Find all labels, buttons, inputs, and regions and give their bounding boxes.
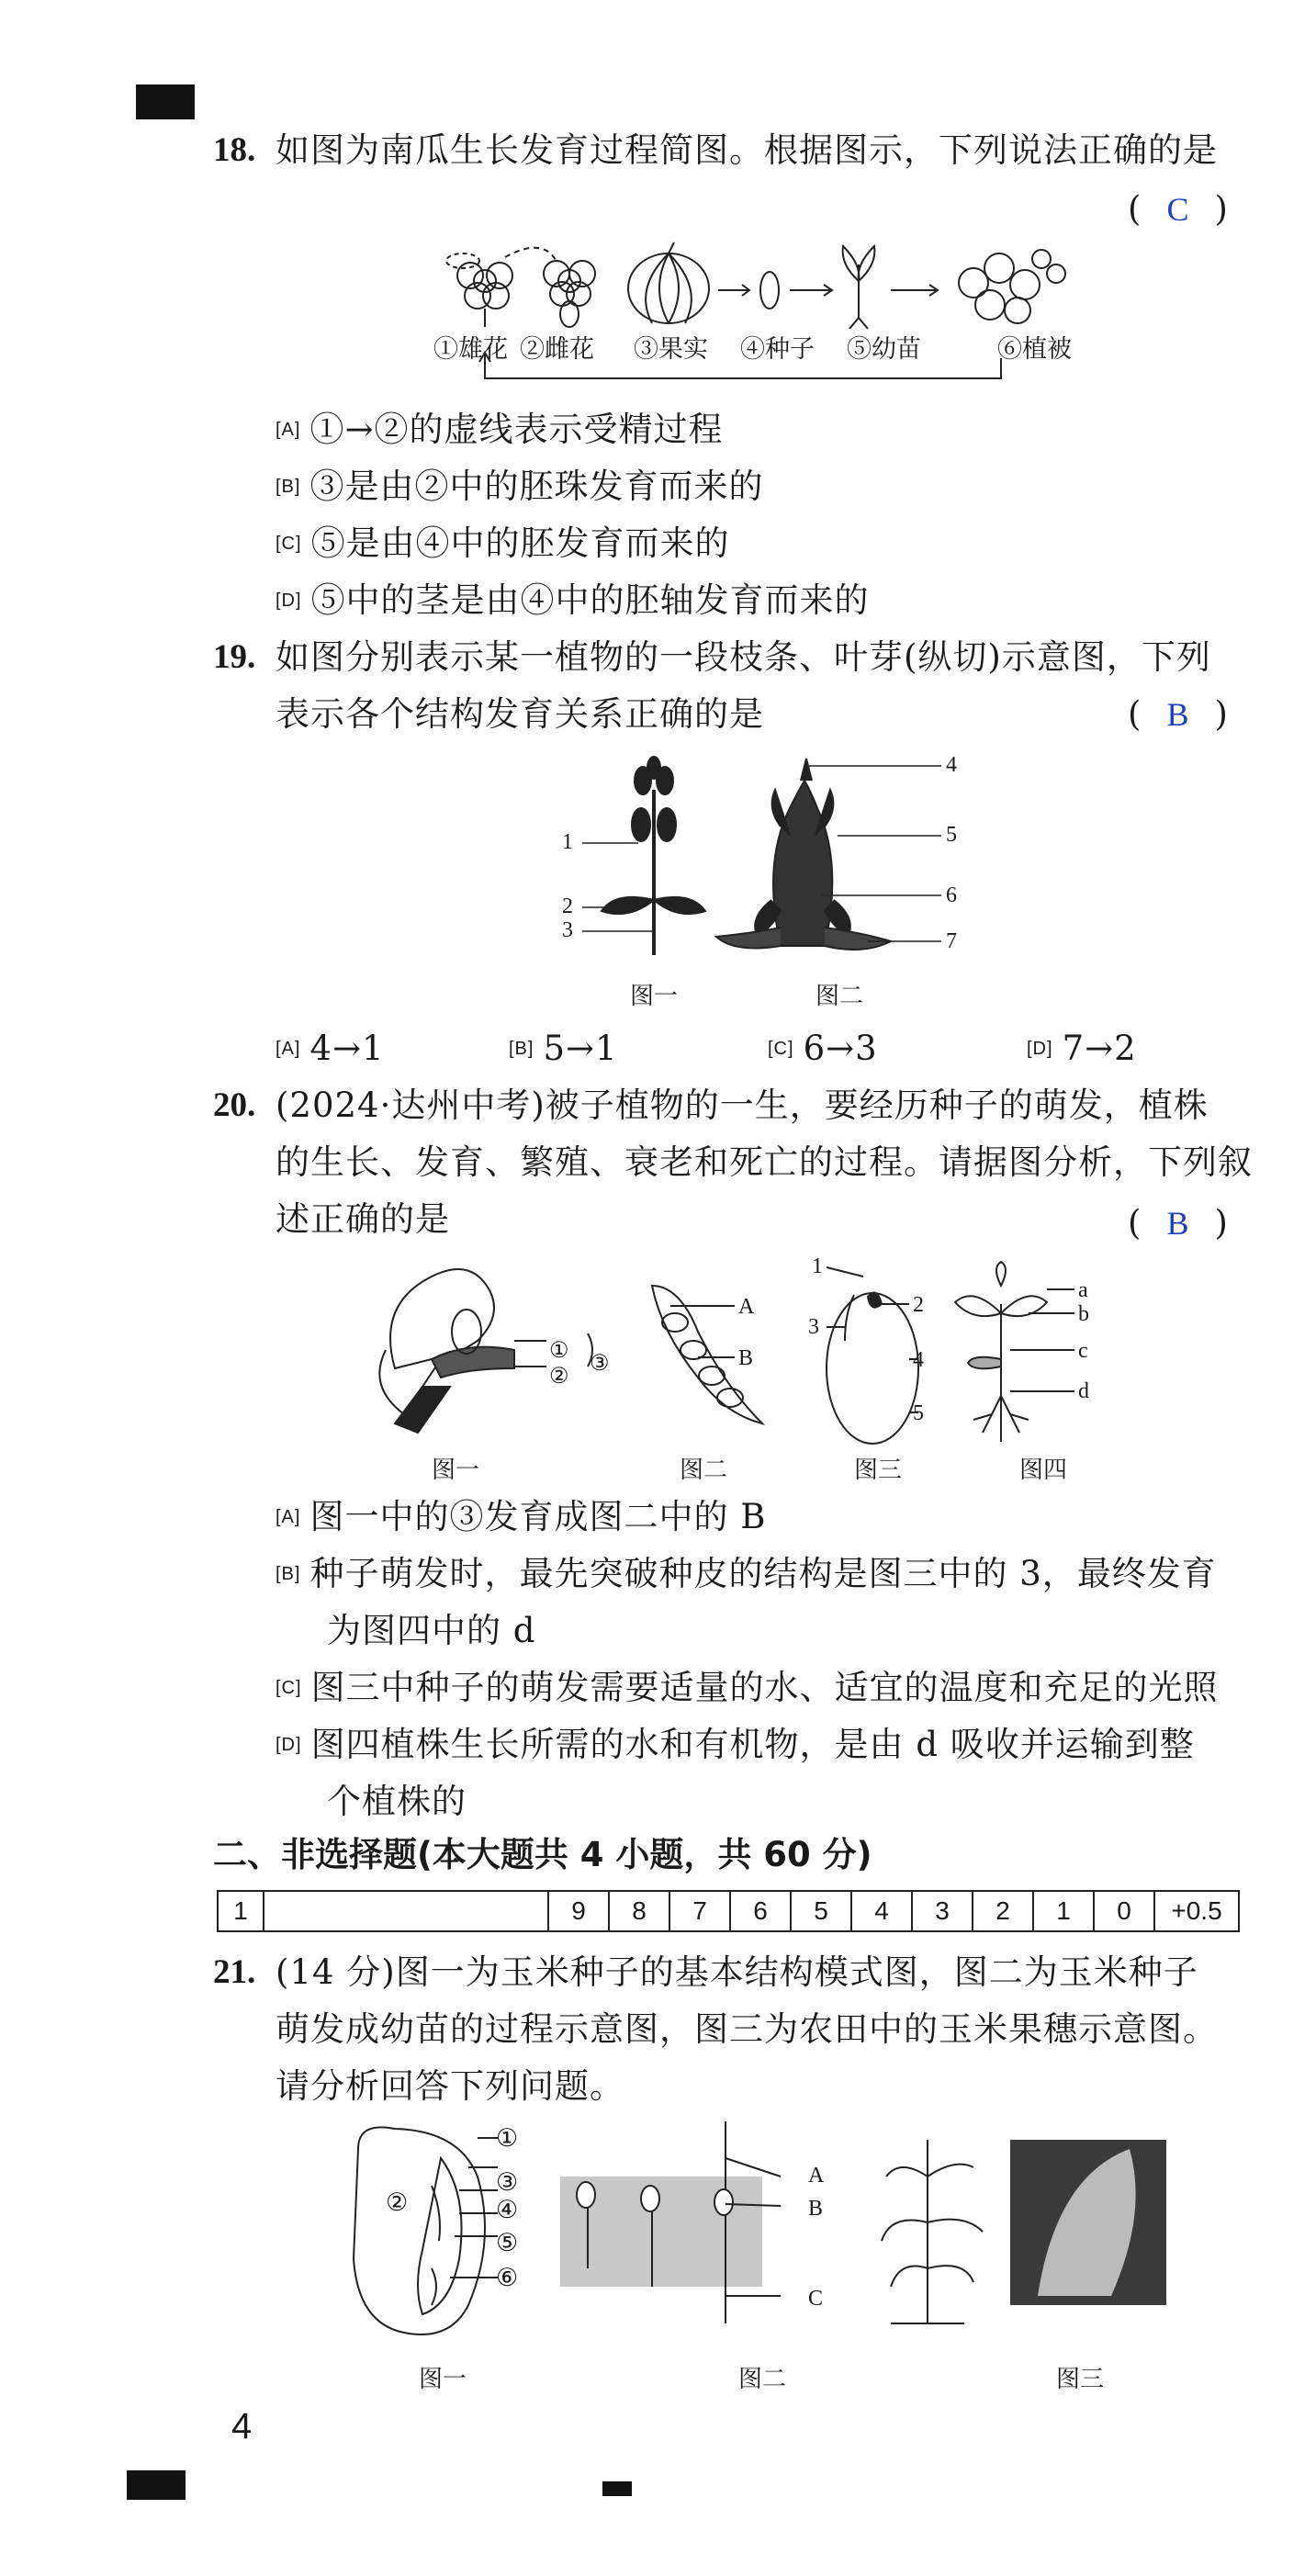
q20-caption-4: 图四: [1019, 1457, 1068, 1484]
q19-caption-2: 图二: [815, 983, 864, 1010]
seed-label-2: 2: [913, 1293, 924, 1317]
seedling-label-c: C: [808, 2287, 824, 2311]
seed-label-1: 1: [812, 1254, 823, 1278]
plant-label-d: d: [1078, 1379, 1089, 1403]
plant-lifecycle-figure: [367, 1249, 1175, 1451]
pumpkin-label-4: ④种子: [740, 335, 815, 364]
q19-option-c[interactable]: [C] 6→3: [768, 1029, 878, 1068]
q20-caption-2: 图二: [680, 1457, 728, 1484]
question-19-answer: ( B ): [1128, 694, 1228, 734]
q20-option-d-cont: 个植株的: [327, 1782, 467, 1821]
seed-label-5: 5: [913, 1401, 924, 1425]
q18-option-c[interactable]: [C] ⑤是由④中的胚发育而来的: [276, 523, 730, 563]
q18-option-b[interactable]: [B] ③是由②中的胚珠发育而来的: [276, 467, 764, 506]
score-table: [217, 1890, 1240, 1932]
bud-label-4: 4: [946, 753, 957, 777]
score-cell[interactable]: 4: [852, 1892, 913, 1930]
question-21-line3: 请分析回答下列问题。: [276, 2066, 624, 2106]
answer-value: B: [1166, 1205, 1189, 1242]
bud-label-7: 7: [946, 929, 957, 953]
question-18-text: 如图为南瓜生长发育过程简图。根据图示，下列说法正确的是: [276, 130, 1218, 170]
branch-and-bud-figure: [551, 753, 992, 964]
question-20-number: 20.: [213, 1086, 256, 1124]
score-cell-blank[interactable]: [264, 1892, 549, 1930]
question-20-line3: 述正确的是: [276, 1199, 450, 1239]
q18-option-d[interactable]: [D] ⑤中的茎是由④中的胚轴发育而来的: [276, 580, 870, 620]
q20-caption-3: 图三: [854, 1457, 903, 1484]
q20-caption-1: 图一: [432, 1457, 480, 1484]
score-cell[interactable]: 6: [731, 1892, 792, 1930]
plant-label-a: a: [1078, 1278, 1088, 1302]
page-number: 4: [231, 2406, 253, 2447]
q20-option-b[interactable]: [B] 种子萌发时，最先突破种皮的结构是图三中的 3，最终发育: [276, 1554, 1217, 1593]
pumpkin-label-3: ③果实: [634, 335, 708, 364]
question-20-line1: (2024·达州中考)被子植物的一生，要经历种子的萌发，植株: [276, 1086, 1209, 1125]
branch-label-3: 3: [562, 918, 573, 942]
question-21-line2: 萌发成幼苗的过程示意图，图三为农田中的玉米果穗示意图。: [276, 2009, 1218, 2049]
corner-mark-bottom-left: [127, 2470, 186, 2500]
corner-mark-top: [136, 84, 195, 119]
q20-option-a[interactable]: [A] 图一中的③发育成图二中的 B: [276, 1497, 767, 1536]
q19-option-b[interactable]: [B] 5→1: [509, 1029, 618, 1068]
pumpkin-label-6: ⑥植被: [997, 335, 1072, 364]
seed-label-3: 3: [808, 1315, 819, 1339]
question-19-line1: 如图分别表示某一植物的一段枝条、叶芽(纵切)示意图，下列: [276, 637, 1211, 677]
q20-option-b-cont: 为图四中的 d: [327, 1611, 536, 1650]
pod-label-b: B: [738, 1346, 754, 1370]
score-cell[interactable]: 9: [549, 1892, 610, 1930]
question-18-number: 18.: [213, 131, 256, 169]
score-cell[interactable]: 1: [219, 1892, 264, 1930]
q19-option-d[interactable]: [D] 7→2: [1027, 1029, 1137, 1068]
q21-caption-2: 图二: [738, 2366, 787, 2393]
q20-option-c[interactable]: [C] 图三中种子的萌发需要适量的水、适宜的温度和充足的光照: [276, 1668, 1219, 1707]
pumpkin-label-5: ⑤幼苗: [847, 335, 921, 364]
question-20-line2: 的生长、发育、繁殖、衰老和死亡的过程。请据图分析，下列叙: [276, 1142, 1253, 1182]
score-cell[interactable]: 3: [913, 1892, 973, 1930]
pumpkin-lifecycle-figure: [422, 237, 1111, 402]
flower-label-3: ③: [590, 1352, 610, 1376]
q19-caption-1: 图一: [630, 983, 679, 1010]
plant-label-b: b: [1078, 1302, 1089, 1326]
score-cell[interactable]: 8: [610, 1892, 670, 1930]
pod-label-a: A: [738, 1295, 755, 1319]
plant-label-c: c: [1078, 1339, 1088, 1363]
bud-label-6: 6: [946, 883, 957, 907]
seed-label-4: ④: [496, 2196, 519, 2224]
q18-option-a[interactable]: [A] ①→②的虚线表示受精过程: [276, 410, 724, 449]
score-cell[interactable]: 7: [670, 1892, 731, 1930]
score-cell[interactable]: 1: [1034, 1892, 1095, 1930]
branch-label-1: 1: [562, 830, 573, 854]
question-20-answer: ( B ): [1128, 1203, 1228, 1243]
corn-figure: [340, 2121, 1185, 2351]
score-cell[interactable]: 5: [792, 1892, 852, 1930]
seed-label-1: ①: [496, 2124, 519, 2153]
pumpkin-label-1: ①雄花: [433, 335, 508, 364]
question-18-answer: ( C ): [1128, 189, 1228, 229]
score-cell-bonus[interactable]: +0.5: [1171, 1896, 1222, 1925]
answer-value: B: [1166, 696, 1189, 733]
seed-label-3: ③: [496, 2168, 519, 2197]
seed-label-5: ⑤: [496, 2229, 519, 2257]
seedling-label-b: B: [808, 2197, 824, 2221]
q19-option-a[interactable]: [A] 4→1: [276, 1029, 385, 1068]
question-21-line1: (14 分)图一为玉米种子的基本结构模式图，图二为玉米种子: [276, 1952, 1198, 1992]
seed-label-2: ②: [386, 2188, 409, 2217]
q20-option-d[interactable]: [D] 图四植株生长所需的水和有机物，是由 d 吸收并运输到整: [276, 1725, 1195, 1764]
score-cell[interactable]: 2: [973, 1892, 1034, 1930]
seed-label-6: ⑥: [496, 2264, 519, 2292]
seed-label-4: 4: [913, 1348, 924, 1372]
branch-label-2: 2: [562, 894, 573, 918]
q21-caption-3: 图三: [1056, 2366, 1105, 2393]
question-19-number: 19.: [213, 638, 256, 676]
q21-caption-1: 图一: [419, 2366, 467, 2393]
flower-label-1: ①: [549, 1339, 569, 1363]
flower-label-2: ②: [549, 1365, 569, 1389]
bud-label-5: 5: [946, 823, 957, 847]
answer-value: C: [1166, 191, 1189, 228]
score-cell[interactable]: 0: [1095, 1892, 1155, 1930]
question-19-line2: 表示各个结构发育关系正确的是: [276, 694, 764, 734]
pumpkin-label-2: ②雌花: [520, 335, 594, 364]
section-title: 二、非选择题(本大题共 4 小题，共 60 分): [213, 1835, 872, 1874]
seedling-label-a: A: [808, 2164, 825, 2188]
center-mark-bottom: [602, 2481, 632, 2496]
question-21-number: 21.: [213, 1953, 256, 1991]
